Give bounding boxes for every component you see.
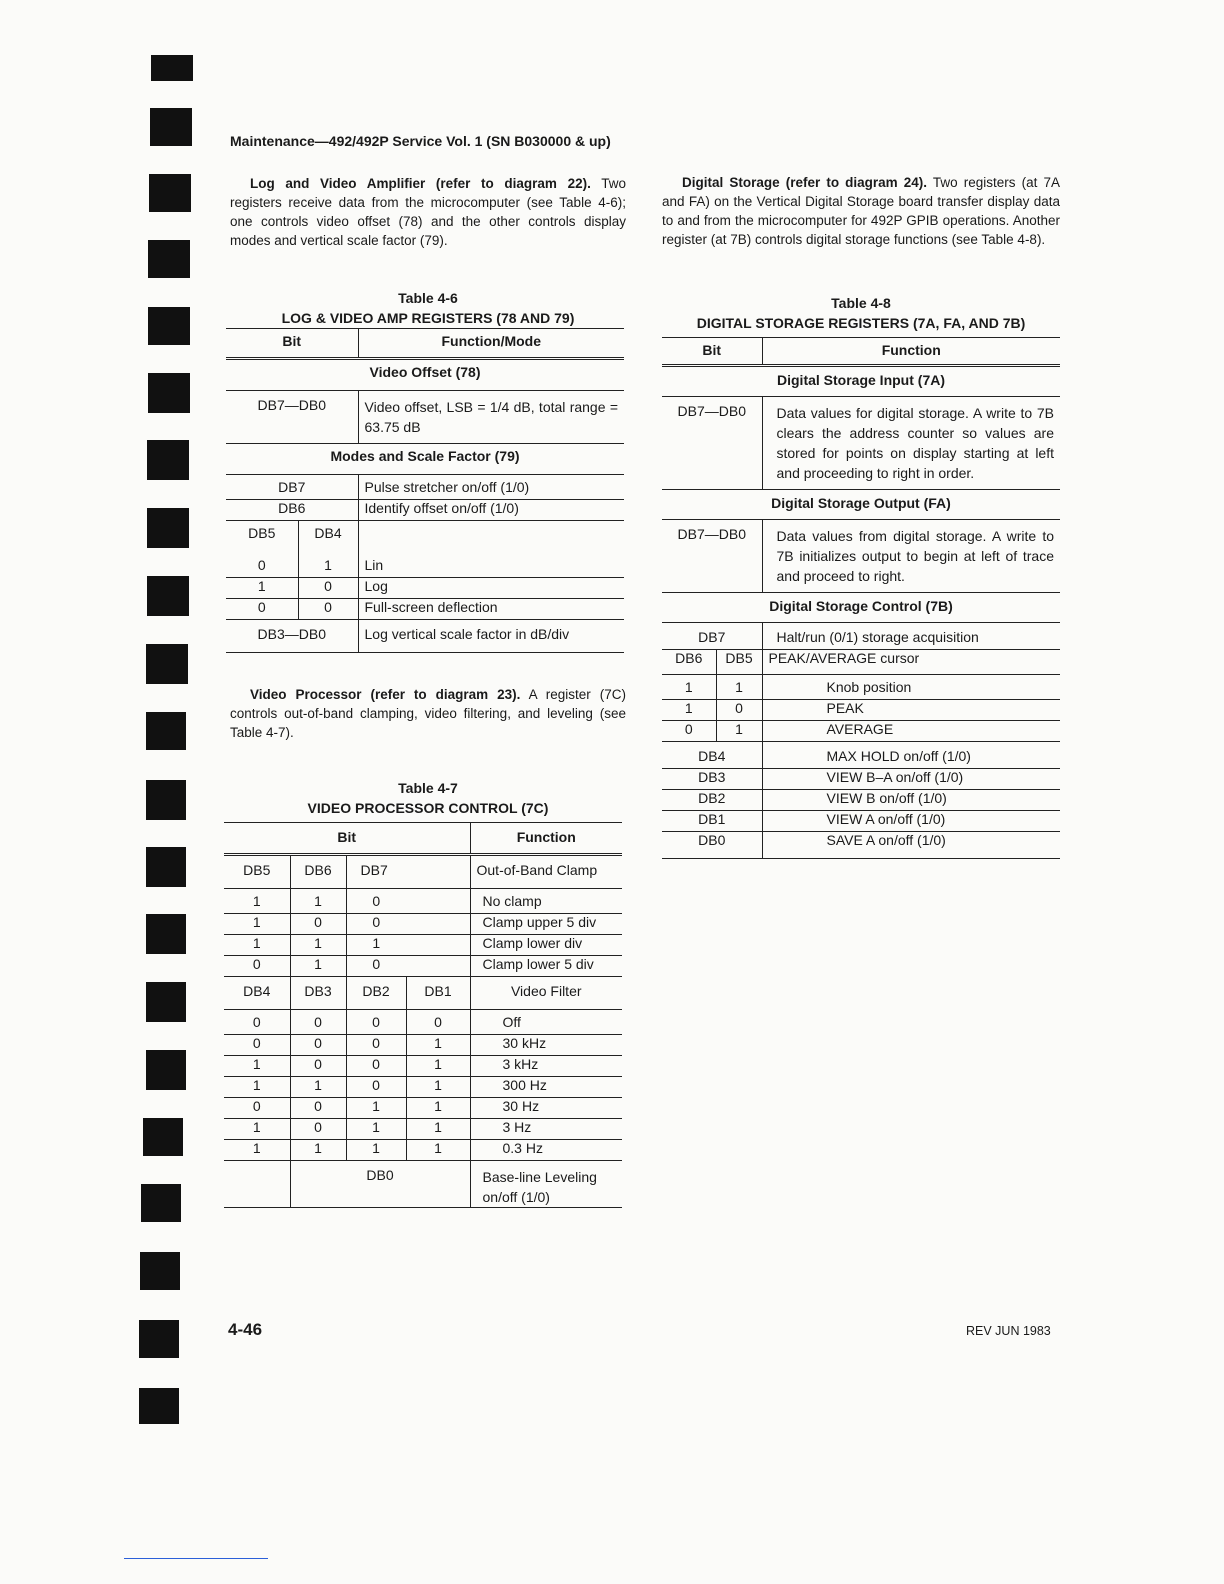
t47-clamp-function: Clamp lower 5 div — [470, 956, 622, 977]
t47-clamp-function: Clamp lower div — [470, 935, 622, 956]
t46-header-db4: DB4 — [298, 521, 358, 558]
t46-row-function: Log vertical scale factor in dB/div — [358, 620, 624, 653]
table-4-8-title: DIGITAL STORAGE REGISTERS (7A, FA, AND 7B) — [696, 315, 1026, 331]
t46-mode-function: Full-screen deflection — [358, 599, 624, 620]
t47-filter-db2: 0 — [346, 1010, 406, 1035]
t48-bit-function: SAVE A on/off (1/0) — [762, 832, 1060, 859]
t47-filter-db4: 1 — [252, 1140, 261, 1156]
t48-cursor-function: Knob position — [762, 675, 1060, 700]
table-4-8-number: Table 4-8 — [831, 295, 891, 311]
t47-clamp-db7: 0 — [346, 914, 406, 935]
t47-filter-function: 30 Hz — [470, 1098, 622, 1119]
t48-bit: DB0 — [698, 832, 726, 848]
t46-section-modes: Modes and Scale Factor (79) — [330, 448, 520, 464]
t46-mode-db5: 1 — [257, 578, 266, 594]
log-video-amp-paragraph — [230, 174, 626, 250]
t46-mode-function: Lin — [358, 557, 624, 578]
page-number: 4-46 — [228, 1320, 263, 1339]
t48-bit: DB1 — [698, 811, 726, 827]
t47-filter-db3: 1 — [290, 1140, 346, 1161]
t47-filter-db2: 0 — [346, 1077, 406, 1098]
t48-row-function: Data values for digital storage. A write to 7B clears the address counter so values are stored for points on display starting at left and proceeding to right in order. — [762, 397, 1060, 490]
t46-mode-db4: 0 — [298, 578, 358, 599]
t48-bit-function: MAX HOLD on/off (1/0) — [762, 742, 1060, 769]
t48-row-bit: DB7—DB0 — [677, 526, 746, 542]
t47-header-video-filter: Video Filter — [470, 977, 622, 1010]
t48-bit: DB4 — [698, 748, 726, 764]
t47-clamp-db6: 0 — [290, 914, 346, 935]
t47-clamp-db5: 1 — [252, 893, 261, 909]
t47-filter-function: 30 kHz — [470, 1035, 622, 1056]
t46-row-function: Identify offset on/off (1/0) — [358, 500, 624, 521]
t46-row-bit: DB3—DB0 — [257, 626, 326, 642]
t46-mode-db5: 0 — [257, 557, 266, 573]
table-4-7-number: Table 4-7 — [398, 780, 458, 796]
t47-filter-db2: 0 — [346, 1056, 406, 1077]
t47-header-db1: DB1 — [406, 977, 470, 1010]
t48-bit-function: VIEW A on/off (1/0) — [762, 811, 1060, 832]
t47-filter-db1: 1 — [406, 1077, 470, 1098]
t48-cursor-db5: 0 — [716, 700, 762, 721]
t47-filter-db3: 0 — [290, 1119, 346, 1140]
table-4-8 — [662, 337, 1060, 859]
table-4-6 — [226, 328, 624, 653]
t46-section-video-offset: Video Offset (78) — [369, 364, 481, 380]
t47-filter-db2: 0 — [346, 1035, 406, 1056]
digital-storage-heading: Digital Storage (refer to diagram 24). — [682, 175, 928, 190]
t48-cursor-db5: 1 — [716, 675, 762, 700]
t48-header-cursor: PEAK/AVERAGE cursor — [762, 650, 1060, 675]
digital-storage-text: Two registers (at 7A and FA) on the Vertical Digital Storage board transfer display data to and from the microcomputer for 492P GPIB operations. Another register (at 7B) controls digital storage functions (see Table 4-8). — [662, 175, 1060, 247]
t48-header-db6: DB6 — [675, 650, 703, 666]
t47-filter-db4: 0 — [252, 1014, 261, 1030]
revision-date: REV JUN 1983 — [966, 1324, 1051, 1338]
t46-row-bit: DB7—DB0 — [257, 397, 326, 413]
t48-header-bit: Bit — [702, 342, 722, 358]
t47-clamp-db6: 1 — [290, 889, 346, 914]
t46-row-bit: DB7 — [278, 479, 306, 495]
footer-rule — [124, 1558, 268, 1559]
t46-header-bit: Bit — [282, 333, 302, 349]
t48-cursor-db6: 1 — [684, 679, 693, 695]
t47-filter-db1: 1 — [406, 1035, 470, 1056]
t47-filter-db3: 0 — [290, 1056, 346, 1077]
t47-header-out-of-band: Out-of-Band Clamp — [470, 855, 622, 889]
t47-clamp-db6: 1 — [290, 956, 346, 977]
t46-mode-db5: 0 — [257, 599, 266, 615]
t48-cursor-db5: 1 — [716, 721, 762, 742]
t47-header-db4: DB4 — [243, 983, 271, 999]
t47-header-db2: DB2 — [346, 977, 406, 1010]
t48-row-function: Halt/run (0/1) storage acquisition — [762, 623, 1060, 650]
t47-filter-db2: 1 — [346, 1140, 406, 1161]
t48-cursor-db6: 1 — [684, 700, 693, 716]
t47-header-db5: DB5 — [243, 862, 271, 878]
t46-row-function: Pulse stretcher on/off (1/0) — [358, 475, 624, 500]
t47-clamp-db5: 0 — [252, 956, 261, 972]
t47-filter-db4: 1 — [252, 1077, 261, 1093]
t47-clamp-function: No clamp — [470, 889, 622, 914]
t47-header-bit: Bit — [337, 829, 357, 845]
t48-bit-function: VIEW B on/off (1/0) — [762, 790, 1060, 811]
t47-header-db7: DB7 — [346, 855, 470, 889]
t47-filter-db4: 1 — [252, 1119, 261, 1135]
t47-filter-db1: 1 — [406, 1056, 470, 1077]
t47-filter-function: 3 Hz — [470, 1119, 622, 1140]
t47-filter-db1: 1 — [406, 1119, 470, 1140]
video-processor-heading: Video Processor (refer to diagram 23). — [250, 687, 521, 702]
t47-clamp-db7: 0 — [346, 889, 406, 914]
t48-section-control: Digital Storage Control (7B) — [769, 598, 953, 614]
t47-clamp-db6: 1 — [290, 935, 346, 956]
t48-row-bit: DB7—DB0 — [677, 403, 746, 419]
t46-header-db5: DB5 — [248, 525, 276, 541]
right-column — [662, 173, 1060, 859]
t47-clamp-db5: 1 — [252, 935, 261, 951]
t48-bit: DB2 — [698, 790, 726, 806]
table-4-7-title: VIDEO PROCESSOR CONTROL (7C) — [307, 800, 549, 816]
page-header: Maintenance—492/492P Service Vol. 1 (SN B030000 & up) — [230, 133, 611, 149]
t48-cursor-function: PEAK — [762, 700, 1060, 721]
t47-filter-db4: 1 — [252, 1056, 261, 1072]
t47-clamp-db7: 0 — [346, 956, 406, 977]
t48-header-function: Function — [762, 338, 1060, 366]
t48-cursor-function: AVERAGE — [762, 721, 1060, 742]
t48-cursor-db6: 0 — [684, 721, 693, 737]
t46-row-function: Video offset, LSB = 1/4 dB, total range = 63.75 dB — [358, 391, 624, 444]
t48-section-input: Digital Storage Input (7A) — [777, 372, 945, 388]
t47-header-function: Function — [470, 823, 622, 855]
left-column — [230, 174, 626, 1208]
t48-row-bit: DB7 — [698, 629, 726, 645]
t47-filter-db3: 0 — [290, 1098, 346, 1119]
table-4-7 — [224, 822, 622, 1208]
t47-clamp-db7: 1 — [346, 935, 406, 956]
log-video-amp-text: Two registers receive data from the microcomputer (see Table 4-6); one controls video offset (78) and the other controls display modes and vertical scale factor (79). — [230, 176, 626, 248]
table-4-6-number: Table 4-6 — [398, 290, 458, 306]
t47-filter-db2: 1 — [346, 1119, 406, 1140]
t47-filter-function: Off — [470, 1010, 622, 1035]
t48-section-output: Digital Storage Output (FA) — [771, 495, 951, 511]
t48-bit-function: VIEW B–A on/off (1/0) — [762, 769, 1060, 790]
t46-mode-db4: 1 — [298, 557, 358, 578]
t47-filter-db1: 1 — [406, 1098, 470, 1119]
t47-filter-function: 300 Hz — [470, 1077, 622, 1098]
t47-row-leveling: Base-line Leveling on/off (1/0) — [470, 1161, 622, 1208]
t47-filter-db4: 0 — [252, 1035, 261, 1051]
t46-mode-db4: 0 — [298, 599, 358, 620]
t47-filter-db3: 0 — [290, 1035, 346, 1056]
t47-row-db0: DB0 — [290, 1161, 470, 1208]
t46-mode-function: Log — [358, 578, 624, 599]
t47-filter-db4: 0 — [252, 1098, 261, 1114]
t47-header-db3: DB3 — [290, 977, 346, 1010]
t47-header-db6: DB6 — [290, 855, 346, 889]
t48-bit: DB3 — [698, 769, 726, 785]
t47-clamp-db5: 1 — [252, 914, 261, 930]
t47-filter-db3: 0 — [290, 1010, 346, 1035]
t47-filter-db3: 1 — [290, 1077, 346, 1098]
table-4-6-title: LOG & VIDEO AMP REGISTERS (78 AND 79) — [281, 310, 575, 326]
t48-row-function: Data values from digital storage. A write to 7B initializes output to begin at left of trace and proceed to right. — [762, 520, 1060, 593]
t46-header-function: Function/Mode — [358, 329, 624, 359]
video-processor-paragraph — [230, 685, 626, 742]
video-processor-text: A register (7C) controls out-of-band clamping, video filtering, and leveling (see Table 4-7). — [230, 687, 626, 740]
log-video-amp-heading: Log and Video Amplifier (refer to diagram 22). — [250, 176, 591, 191]
t48-header-db5: DB5 — [716, 650, 762, 675]
t47-filter-function: 0.3 Hz — [470, 1140, 622, 1161]
t47-clamp-function: Clamp upper 5 div — [470, 914, 622, 935]
t46-row-bit: DB6 — [278, 500, 306, 516]
t47-filter-db1: 0 — [406, 1010, 470, 1035]
t47-filter-db2: 1 — [346, 1098, 406, 1119]
digital-storage-paragraph — [662, 173, 1060, 249]
t47-filter-db1: 1 — [406, 1140, 470, 1161]
t47-filter-function: 3 kHz — [470, 1056, 622, 1077]
